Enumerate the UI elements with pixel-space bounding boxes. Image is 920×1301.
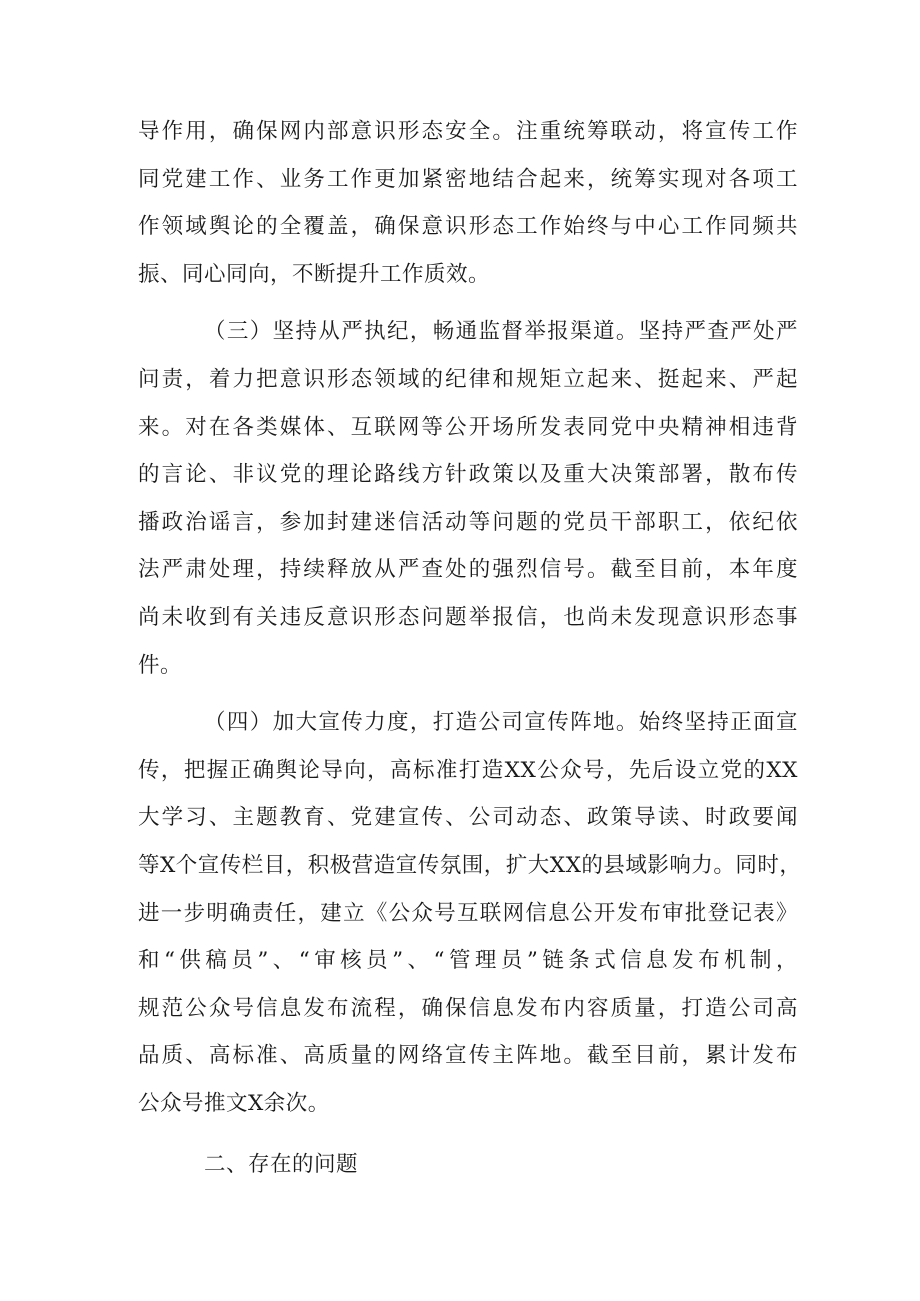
text-line: （四）加大宣传力度，打造公司宣传阵地。始终坚持正面宣 xyxy=(204,710,798,736)
text-line: 的言论、非议党的理论路线方针政策以及重大决策部署，散布传 xyxy=(138,462,798,488)
text-line: 件。 xyxy=(138,652,183,678)
text-line: 大学习、主题教育、党建宣传、公司动态、政策导读、时政要闻 xyxy=(138,805,798,831)
text-line: 进一步明确责任，建立《公众号互联网信息公开发布审批登记表》 xyxy=(138,900,798,926)
text-line: 和“供稿员”、“审核员”、“管理员”链条式信息发布机制， xyxy=(138,948,798,974)
section-heading: 二、存在的问题 xyxy=(204,1152,359,1178)
text-line: 同党建工作、业务工作更加紧密地结合起来，统筹实现对各项工 xyxy=(138,166,798,192)
text-line: 品质、高标准、高质量的网络宣传主阵地。截至目前，累计发布 xyxy=(138,1043,798,1069)
text-line: 导作用，确保网内部意识形态安全。注重统筹联动，将宣传工作 xyxy=(138,119,798,144)
text-line: 来。对在各类媒体、互联网等公开场所发表同党中央精神相违背 xyxy=(138,414,798,440)
text-line: 振、同心同向，不断提升工作质效。 xyxy=(138,261,491,287)
text-line: 问责，着力把意识形态领域的纪律和规矩立起来、挺起来、严起 xyxy=(138,366,798,392)
text-line: 等X个宣传栏目，积极营造宣传氛围，扩大XX的县域影响力。同时， xyxy=(138,852,802,878)
text-line: 播政治谣言，参加封建迷信活动等问题的党员干部职工，依纪依 xyxy=(138,509,798,535)
text-line: 公众号推文X余次。 xyxy=(138,1090,330,1116)
text-line: （三）坚持从严执纪，畅通监督举报渠道。坚持严查严处严 xyxy=(204,319,798,345)
text-line: 传，把握正确舆论导向，高标准打造XX公众号，先后设立党的XX xyxy=(138,757,798,783)
text-line: 尚未收到有关违反意识形态问题举报信，也尚未发现意识形态事 xyxy=(138,604,798,630)
document-body xyxy=(138,108,802,1189)
text-line: 规范公众号信息发布流程，确保信息发布内容质量，打造公司高 xyxy=(138,995,798,1021)
text-line: 作领域舆论的全覆盖，确保意识形态工作始终与中心工作同频共 xyxy=(138,214,798,240)
text-line: 法严肃处理，持续释放从严查处的强烈信号。截至目前，本年度 xyxy=(138,557,798,583)
